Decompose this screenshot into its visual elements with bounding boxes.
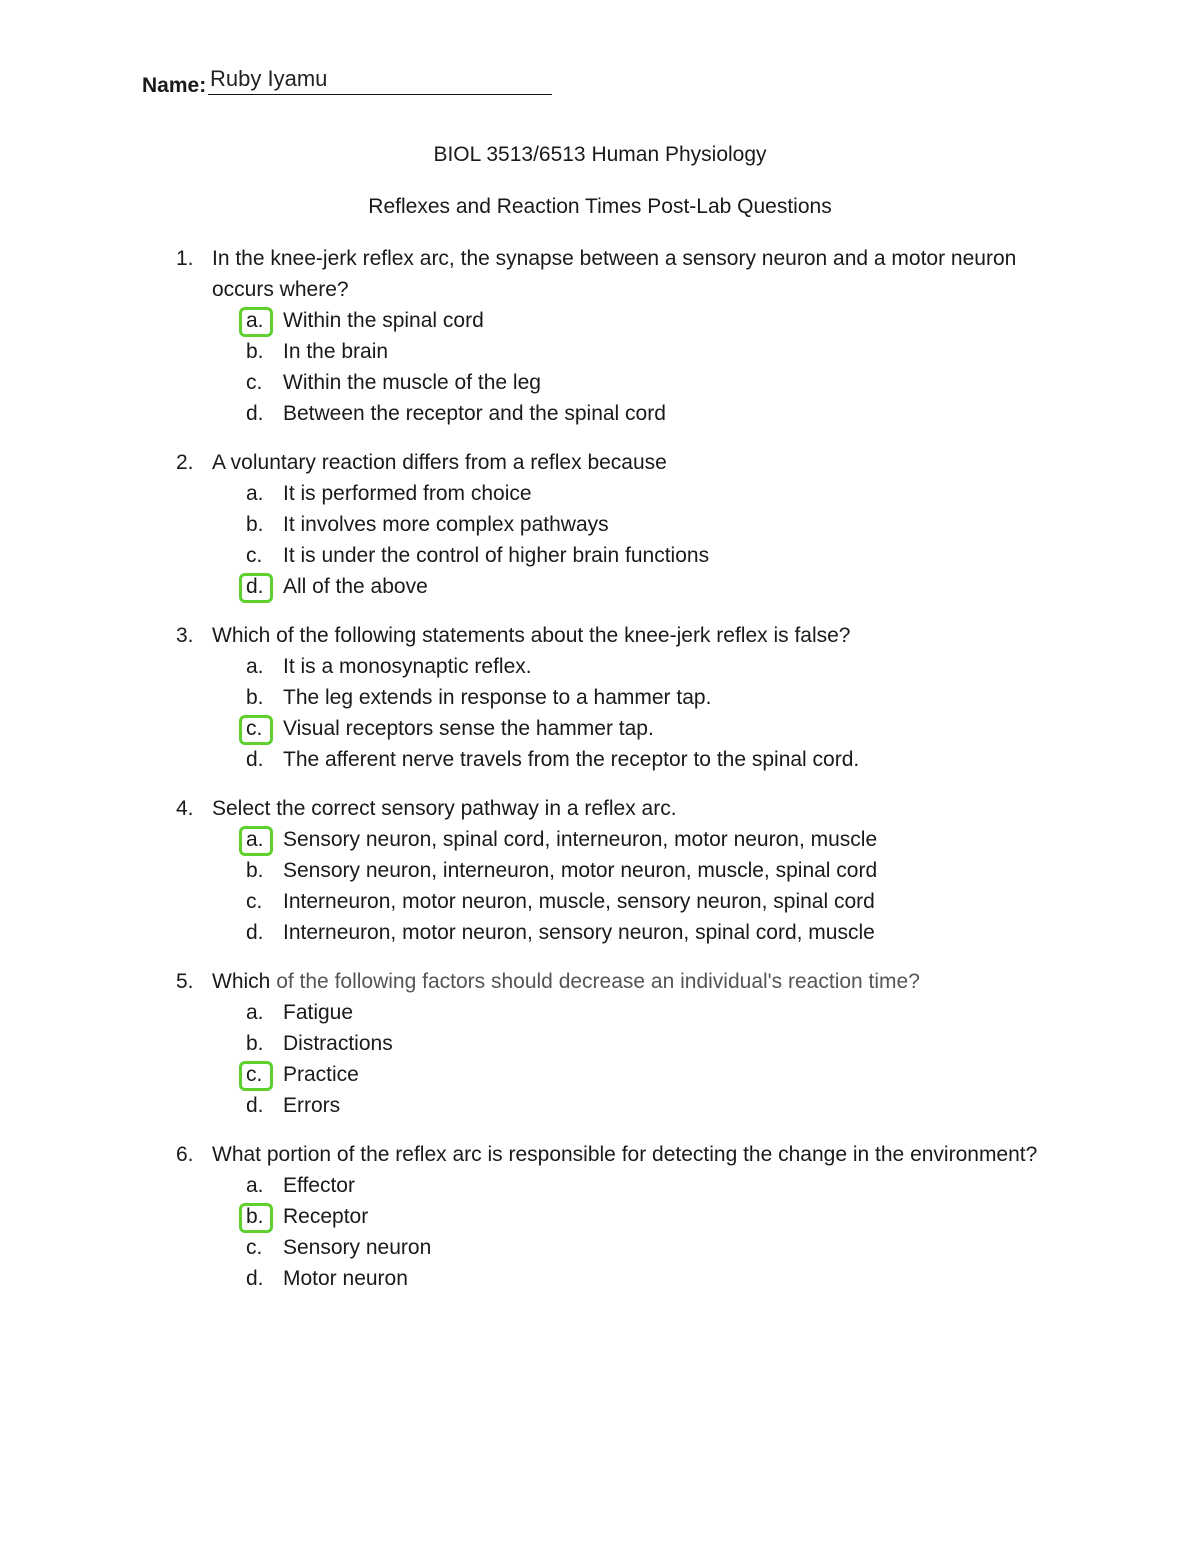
option-letter: d. — [246, 748, 264, 771]
option-text: Within the muscle of the leg — [283, 371, 541, 394]
option-c — [176, 1232, 1056, 1263]
option-text: Sensory neuron — [283, 1236, 432, 1259]
option-letter-selected: c. — [246, 1059, 270, 1090]
question-6-prompt — [176, 1139, 1056, 1170]
option-letter: d. — [246, 402, 264, 425]
option-letter: c. — [246, 890, 263, 913]
option-letter-selected: b. — [246, 1201, 270, 1232]
option-letter: b. — [246, 513, 264, 536]
question-number: 2. — [176, 451, 194, 474]
option-d — [176, 571, 1056, 602]
option-text: Between the receptor and the spinal cord — [283, 402, 666, 425]
name-field-row — [142, 64, 562, 98]
option-letter: a. — [246, 1001, 264, 1024]
option-text: The leg extends in response to a hammer tap. — [283, 686, 712, 709]
option-text: Fatigue — [283, 1001, 354, 1024]
option-letter: b. — [246, 1032, 264, 1055]
name-value: Ruby Iyamu — [210, 66, 328, 91]
option-d — [176, 398, 1056, 429]
option-a — [176, 997, 1056, 1028]
option-c — [176, 713, 1056, 744]
option-b — [176, 1028, 1056, 1059]
option-letter-selected: a. — [246, 824, 270, 855]
option-text: The afferent nerve travels from the receptor to the spinal cord. — [283, 748, 860, 771]
option-b — [176, 855, 1056, 886]
question-1-prompt — [176, 243, 1056, 305]
option-text: Effector — [283, 1174, 355, 1197]
option-a — [176, 478, 1056, 509]
option-text: Motor neuron — [283, 1267, 408, 1290]
option-letter-selected: a. — [246, 305, 270, 336]
option-b — [176, 682, 1056, 713]
question-text-lead: Which — [212, 970, 271, 993]
option-text: All of the above — [283, 575, 428, 598]
question-text — [212, 966, 1056, 997]
option-b — [176, 336, 1056, 367]
answer-options — [176, 478, 1056, 602]
question-5-prompt — [176, 966, 1056, 997]
option-a — [176, 651, 1056, 682]
question-list — [176, 243, 1056, 1312]
question-number: 6. — [176, 1143, 194, 1166]
question-number: 3. — [176, 624, 194, 647]
question-number: 5. — [176, 970, 194, 993]
option-d — [176, 744, 1056, 775]
question-number: 1. — [176, 247, 194, 270]
option-text: Errors — [283, 1094, 341, 1117]
option-letter: c. — [246, 544, 263, 567]
option-letter: d. — [246, 1267, 264, 1290]
option-letter-selected: d. — [246, 571, 270, 602]
option-text: It involves more complex pathways — [283, 513, 609, 536]
question-3 — [176, 620, 1056, 775]
question-6 — [176, 1139, 1056, 1294]
option-c — [176, 1059, 1056, 1090]
question-text-rest: of the following factors should decrease an individual's reaction time? — [270, 970, 920, 993]
option-text: It is a monosynaptic reflex. — [283, 655, 532, 678]
name-underline — [208, 94, 552, 95]
name-label: Name: — [142, 74, 207, 97]
answer-options — [176, 997, 1056, 1121]
option-text: Distractions — [283, 1032, 393, 1055]
answer-options — [176, 824, 1056, 948]
course-title: BIOL 3513/6513 Human Physiology — [433, 143, 767, 166]
question-text: In the knee-jerk reflex arc, the synapse between a sensory neuron and a motor neuron occurs where? — [212, 247, 1017, 301]
option-d — [176, 917, 1056, 948]
option-c — [176, 540, 1056, 571]
option-text: Interneuron, motor neuron, sensory neuron, spinal cord, muscle — [283, 921, 875, 944]
question-1 — [176, 243, 1056, 429]
question-3-prompt — [176, 620, 1056, 651]
question-text: Select the correct sensory pathway in a reflex arc. — [212, 797, 677, 820]
option-letter: c. — [246, 371, 263, 394]
option-d — [176, 1263, 1056, 1294]
option-c — [176, 367, 1056, 398]
option-text: Sensory neuron, spinal cord, interneuron, motor neuron, muscle — [283, 828, 878, 851]
option-letter: a. — [246, 482, 264, 505]
question-text: A voluntary reaction differs from a reflex because — [212, 451, 667, 474]
option-letter: c. — [246, 1236, 263, 1259]
option-a — [176, 305, 1056, 336]
option-b — [176, 1201, 1056, 1232]
question-4 — [176, 793, 1056, 948]
question-text: Which of the following statements about the knee-jerk reflex is false? — [212, 624, 851, 647]
answer-options — [176, 651, 1056, 775]
question-2-prompt — [176, 447, 1056, 478]
option-letter: d. — [246, 1094, 264, 1117]
option-text: Interneuron, motor neuron, muscle, sensory neuron, spinal cord — [283, 890, 875, 913]
option-a — [176, 1170, 1056, 1201]
question-4-prompt — [176, 793, 1056, 824]
question-text: What portion of the reflex arc is responsible for detecting the change in the environment? — [212, 1143, 1038, 1166]
answer-options — [176, 1170, 1056, 1294]
option-text: Visual receptors sense the hammer tap. — [283, 717, 654, 740]
answer-options — [176, 305, 1056, 429]
option-d — [176, 1090, 1056, 1121]
question-5 — [176, 966, 1056, 1121]
option-letter: a. — [246, 655, 264, 678]
option-letter: b. — [246, 686, 264, 709]
option-letter: a. — [246, 1174, 264, 1197]
option-letter: b. — [246, 340, 264, 363]
option-text: It is under the control of higher brain functions — [283, 544, 710, 567]
option-text: Sensory neuron, interneuron, motor neuron, muscle, spinal cord — [283, 859, 878, 882]
option-text: It is performed from choice — [283, 482, 532, 505]
option-text: Practice — [283, 1063, 359, 1086]
question-2 — [176, 447, 1056, 602]
option-c — [176, 886, 1056, 917]
option-text: In the brain — [283, 340, 389, 363]
lab-title: Reflexes and Reaction Times Post-Lab Questions — [368, 195, 832, 218]
option-a — [176, 824, 1056, 855]
option-text: Receptor — [283, 1205, 369, 1228]
option-b — [176, 509, 1056, 540]
option-text: Within the spinal cord — [283, 309, 484, 332]
option-letter: b. — [246, 859, 264, 882]
option-letter: d. — [246, 921, 264, 944]
option-letter-selected: c. — [246, 713, 270, 744]
question-number: 4. — [176, 797, 194, 820]
